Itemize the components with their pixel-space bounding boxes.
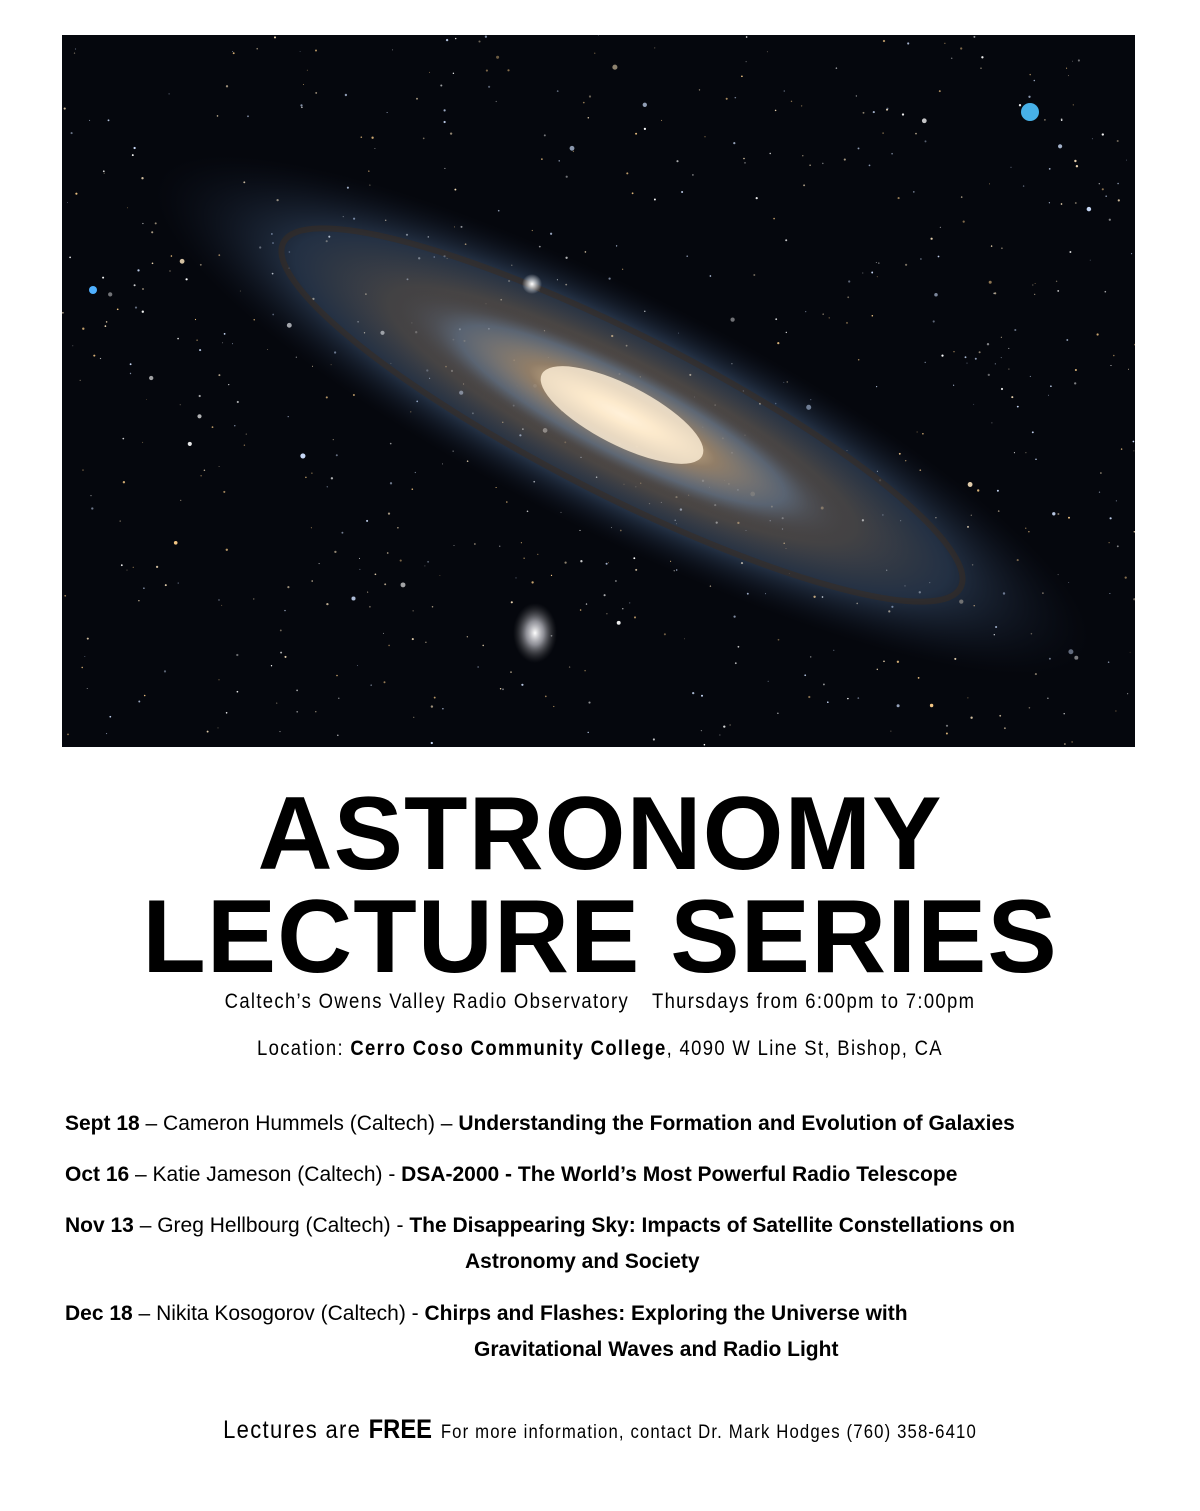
galaxy [104, 72, 1135, 747]
lecture-title: DSA-2000 - The World’s Most Powerful Radio Telescope [401, 1163, 958, 1186]
lecture-item [65, 1208, 1015, 1280]
host-schedule-line [72, 990, 1128, 1014]
host-text: Caltech’s Owens Valley Radio Observatory [224, 990, 630, 1013]
footer-prefix: Lectures are [223, 1416, 369, 1444]
location-address: , 4090 W Line St, Bishop, CA [666, 1037, 943, 1060]
lecture-speaker: – Nikita Kosogorov (Caltech) - [132, 1302, 425, 1325]
footer-line [72, 1414, 1128, 1445]
satellite-galaxy [513, 603, 557, 663]
lecture-date: Sept 18 [65, 1112, 140, 1135]
lecture-speaker: – Greg Hellbourg (Caltech) - [133, 1214, 410, 1237]
location-venue: Cerro Coso Community College [350, 1037, 667, 1060]
footer-free: FREE [368, 1414, 433, 1444]
lecture-date: Oct 16 [65, 1163, 130, 1186]
lecture-item [65, 1106, 1015, 1142]
schedule-text: Thursdays from 6:00pm to 7:00pm [651, 990, 976, 1013]
lecture-title: The Disappearing Sky: Impacts of Satellite Constellations on [409, 1214, 1015, 1237]
lecture-speaker: – Katie Jameson (Caltech) - [129, 1163, 402, 1186]
lecture-item [65, 1296, 908, 1368]
lecture-speaker: – Cameron Hummels (Caltech) – [139, 1112, 459, 1135]
lecture-title-continued: Gravitational Waves and Radio Light [474, 1338, 839, 1361]
footer-contact: For more information, contact Dr. Mark Hodges (760) 358-6410 [440, 1422, 977, 1443]
lecture-title-continued: Astronomy and Society [465, 1250, 700, 1273]
location-line [72, 1037, 1128, 1061]
lecture-title: Understanding the Formation and Evolution of Galaxies [458, 1112, 1015, 1135]
lecture-date: Dec 18 [65, 1302, 133, 1325]
andromeda-galaxy-photo [62, 35, 1135, 747]
lecture-item [65, 1157, 957, 1193]
poster-title-line1: ASTRONOMY [257, 776, 943, 892]
lecture-title: Chirps and Flashes: Exploring the Universe with [424, 1302, 908, 1325]
lecture-date: Nov 13 [65, 1214, 134, 1237]
poster-title-line2: LECTURE SERIES [142, 879, 1058, 995]
location-label: Location: [257, 1037, 351, 1060]
